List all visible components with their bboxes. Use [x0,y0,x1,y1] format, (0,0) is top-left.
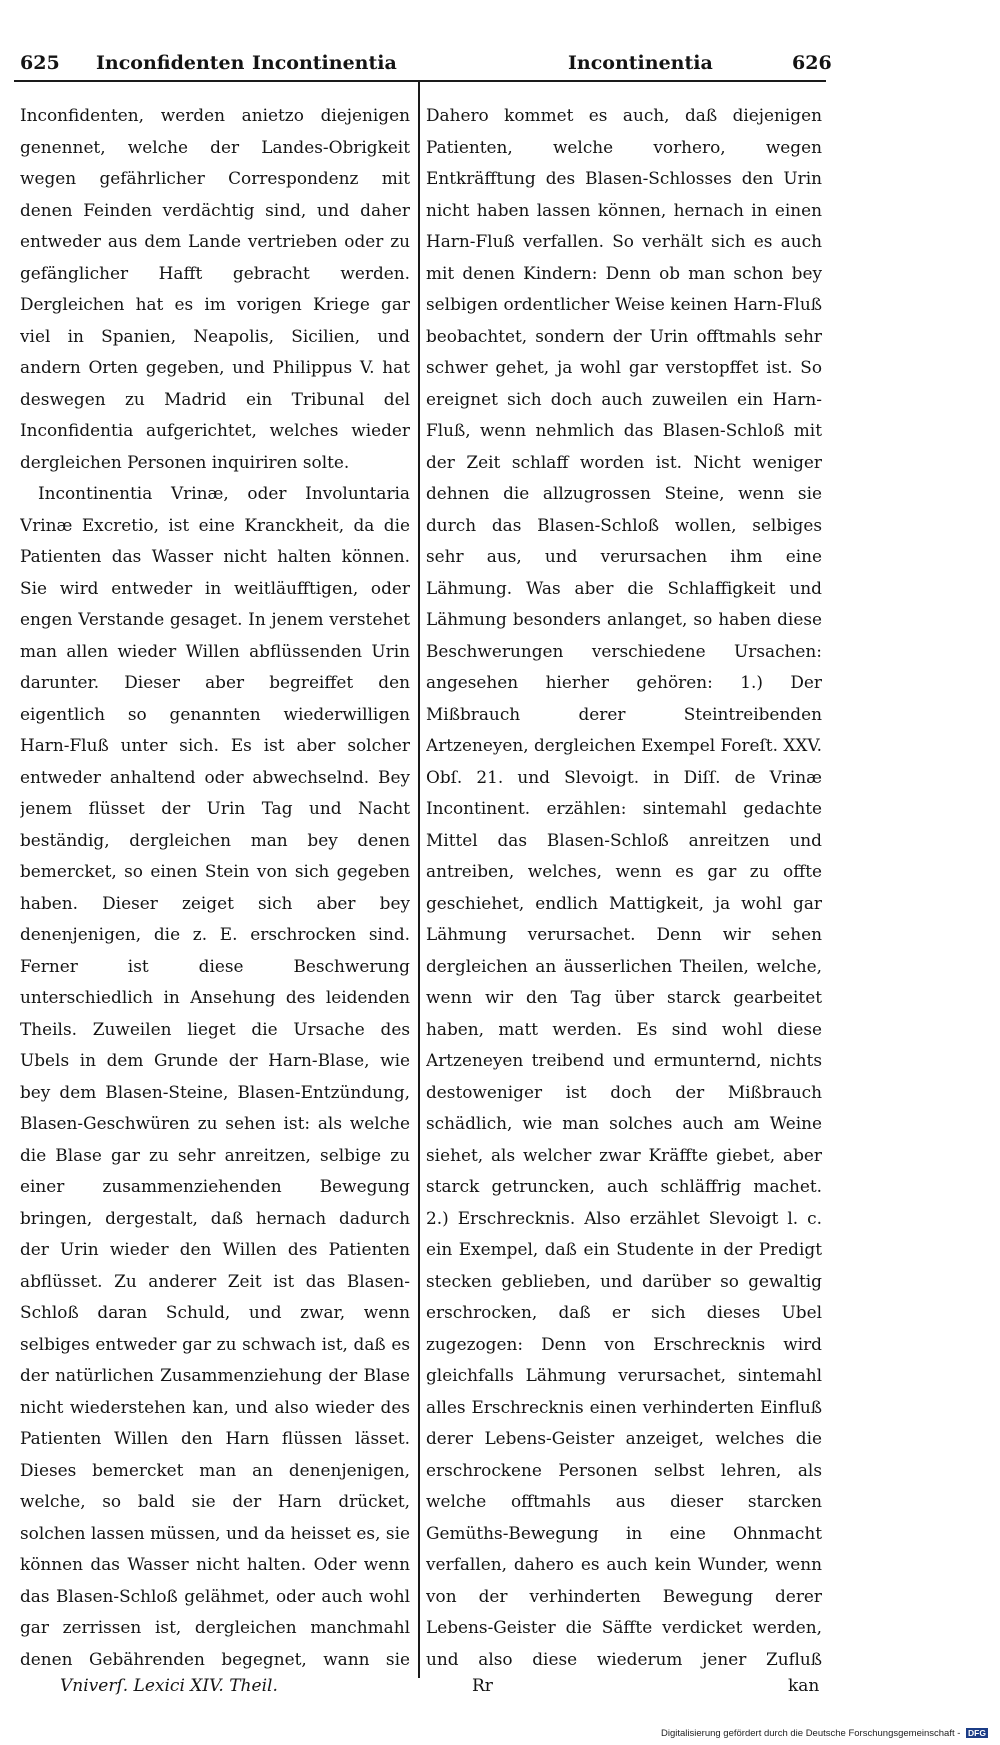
left-header-keyword-2: Incontinentia [252,52,397,74]
dfg-logo: DFG [968,1728,986,1738]
catchword: kan [788,1676,820,1696]
header-rule [14,80,826,82]
entry-incontinentia-continued: Dahero kommet es auch, daß diejenigen Patienten, welche vorhero, wegen Entkräfftung des Blasen-Schlosses den Urin nicht haben lassen können, hernach in einen Harn-Fluß verfallen. So verhält sich es auch mit denen Kindern: Denn ob man schon bey selbigen ordentlicher Weise keinen Harn-Fluß beobachtet, sondern der Urin offtmahls sehr schwer gehet, ja wohl gar verstopffet ist. So ereignet sich doch auch zuweilen ein Harn-Fluß, wenn nehmlich das Blasen-Schloß mit der Zeit schlaff worden ist. Nicht weniger dehnen die allzugrossen Steine, wenn sie durch das Blasen-Schloß wollen, selbiges sehr aus, und verursachen ihm eine Lähmung. Was aber die Schlaffigkeit und Lähmung besonders anlanget, so haben diese Beschwerungen verschiedene Ursachen: angesehen hierher gehören: 1.) Der Mißbrauch derer Steintreibenden Artzeneyen, dergleichen Exempel Foreſt. XXV. Obſ. 21. und Slevoigt. in Diſſ. de Vrinæ Incontinent. erzählen: sintemahl gedachte Mittel das Blasen-Schloß anreitzen und antreiben, welches, wenn es gar zu offte geschiehet, endlich Mattigkeit, ja wohl gar Lähmung verursachet. Denn wir sehen dergleichen an äusserlichen Theilen, welche, wenn wir den Tag über starck gearbeitet haben, matt werden. Es sind wohl diese Artzeneyen treibend und ermunternd, nichts destoweniger ist doch der Mißbrauch schädlich, wie man solches auch am Weine siehet, als welcher zwar Kräffte giebet, aber starck getruncken, auch schläffrig machet. 2.) Erschrecknis. Also erzählet Slevoigt l. c. ein Exempel, daß ein Studente in der Predigt stecken geblieben, und darüber so gewaltig erschrocken, daß er sich dieses Ubel zugezogen: Denn von Erschrecknis wird gleichfalls Lähmung verursachet, sintemahl alles Erschrecknis einen verhinderten Einfluß derer Lebens-Geister anzeiget, welches die erschrockene Personen selbst lehren, als welche offtmahls aus dieser starcken Gemüths-Bewegung in eine Ohnmacht verfallen, dahero es auch kein Wunder, wenn von der verhinderten Bewegung derer Lebens-Geister die Säffte verdicket werden, und also diese wiederum jener Zufluß [426,105,822,1669]
left-column [20,100,410,1670]
right-header-keyword: Incontinentia [568,52,713,74]
digitization-credit [661,1728,988,1739]
left-header-keyword-1: Inconfidenten [96,52,245,74]
volume-footer: Vniverſ. Lexici XIV. Theil. [60,1676,278,1696]
credit-text: Digitalisierung gefördert durch die Deutsche Forschungsgemeinschaft - [661,1728,961,1739]
signature-mark: Rr [472,1676,493,1696]
right-page-number: 626 [792,52,832,74]
entry-incontinentia-vrinae: Incontinentia Vrinæ, oder Involuntaria Vrinæ Excretio, ist eine Kranckheit, da die Patienten das Wasser nicht halten können. Sie wird entweder in weitläufftigen, oder engen Verstande gesaget. In jenem verstehet man allen wieder Willen abflüssenden Urin darunter. Dieser aber begreiffet den eigentlich so genannten wiederwilligen Harn-Fluß unter sich. Es ist aber solcher entweder anhaltend oder abwechselnd. Bey jenem flüsset der Urin Tag und Nacht beständig, dergleichen man bey denen bemercket, so einen Stein von sich gegeben haben. Dieser zeiget sich aber bey denenjenigen, die z. E. erschrocken sind. Ferner ist diese Beschwerung unterschiedlich in Ansehung des leidenden Theils. Zuweilen lieget die Ursache des Ubels in dem Grunde der Harn-Blase, wie bey dem Blasen-Steine, Blasen-Entzündung, Blasen-Geschwüren zu sehen ist: als welche die Blase gar zu sehr anreitzen, selbige zu einer zusammenziehenden Bewegung bringen, dergestalt, daß hernach dadurch der Urin wieder den Willen des Patienten abflüsset. Zu anderer Zeit ist das Blasen-Schloß daran Schuld, und zwar, wenn selbiges entweder gar zu schwach ist, daß es der natürlichen Zusammenziehung der Blase nicht wiederstehen kan, und also wieder des Patienten Willen den Harn flüssen lässet. Dieses bemercket man an denenjenigen, welche, so bald sie der Harn drücket, solchen lassen müssen, und da heisset es, sie können das Wasser nicht halten. Oder wenn das Blasen-Schloß gelähmet, oder auch wohl gar zerrissen ist, dergleichen manchmahl denen Gebährenden begegnet, wann sie [20,483,410,1669]
entry-inconfidenten: Inconfidenten, werden anietzo diejenigen genennet, welche der Landes-Obrigkeit wegen gefährlicher Correspondenz mit denen Feinden verdächtig sind, und daher entweder aus dem Lande vertrieben oder zu gefänglicher Hafft gebracht werden. Dergleichen hat es im vorigen Kriege gar viel in Spanien, Neapolis, Sicilien, und andern Orten gegeben, und Philippus V. hat deswegen zu Madrid ein Tribunal del Inconfidentia aufgerichtet, welches wieder dergleichen Personen inquiriren solte. [20,105,410,472]
left-page-number: 625 [20,52,60,74]
right-column [426,100,822,1670]
column-divider [418,80,420,1678]
